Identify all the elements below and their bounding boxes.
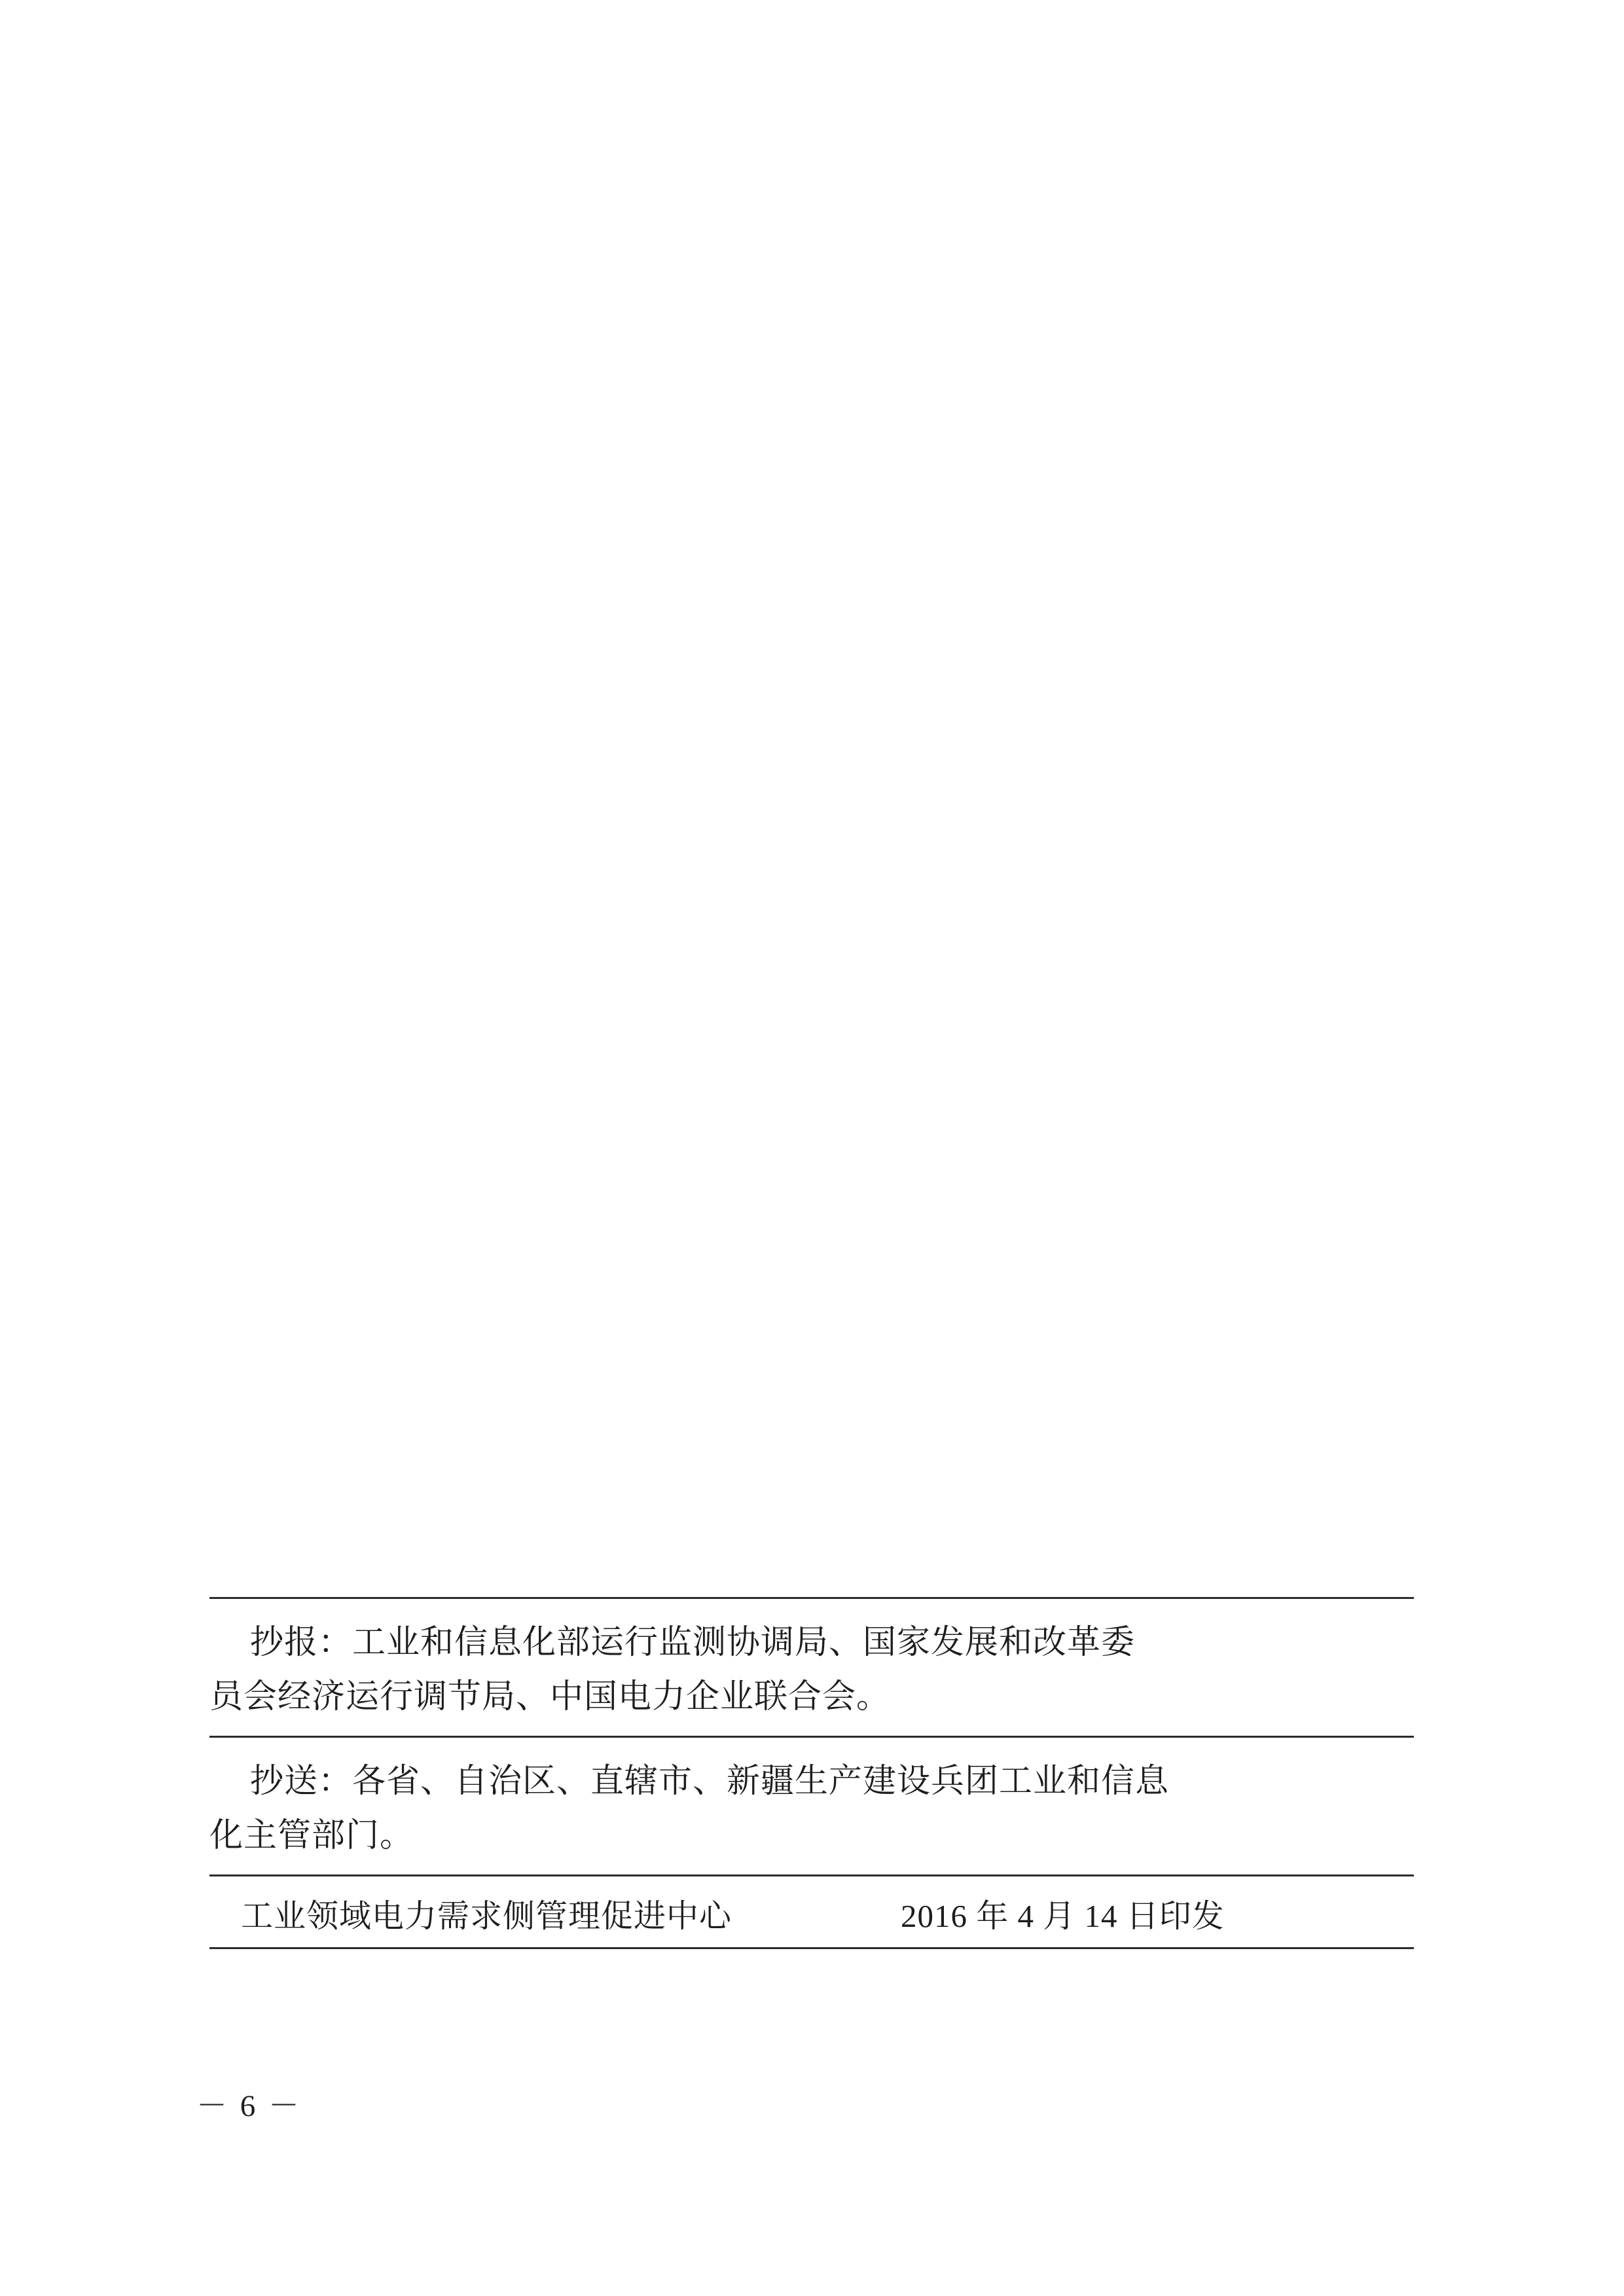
copy-to-report-line-2: 员会经济运行调节局、中国电力企业联合会。: [209, 1678, 891, 1715]
page-body-blank-area: [209, 92, 1414, 1584]
issuer-row: [209, 1876, 1414, 1947]
copy-to-send-section: [209, 1738, 1414, 1874]
divider-bottom: [209, 1947, 1414, 1949]
copy-to-send-line-2: 化主管部门。: [209, 1817, 414, 1854]
distribution-block: [209, 1597, 1414, 1949]
issuer-organization: 工业领域电力需求侧管理促进中心: [241, 1898, 732, 1935]
issuer-date: 2016 年 4 月 14 日印发: [901, 1898, 1225, 1935]
copy-to-report-line-1: 抄报：工业和信息化部运行监测协调局、国家发展和改革委: [250, 1624, 1136, 1661]
copy-to-report-section: [209, 1599, 1414, 1736]
page-number: － 6 －: [196, 2089, 302, 2123]
copy-to-send-line-1: 抄送：各省、自治区、直辖市、新疆生产建设兵团工业和信息: [250, 1763, 1170, 1801]
